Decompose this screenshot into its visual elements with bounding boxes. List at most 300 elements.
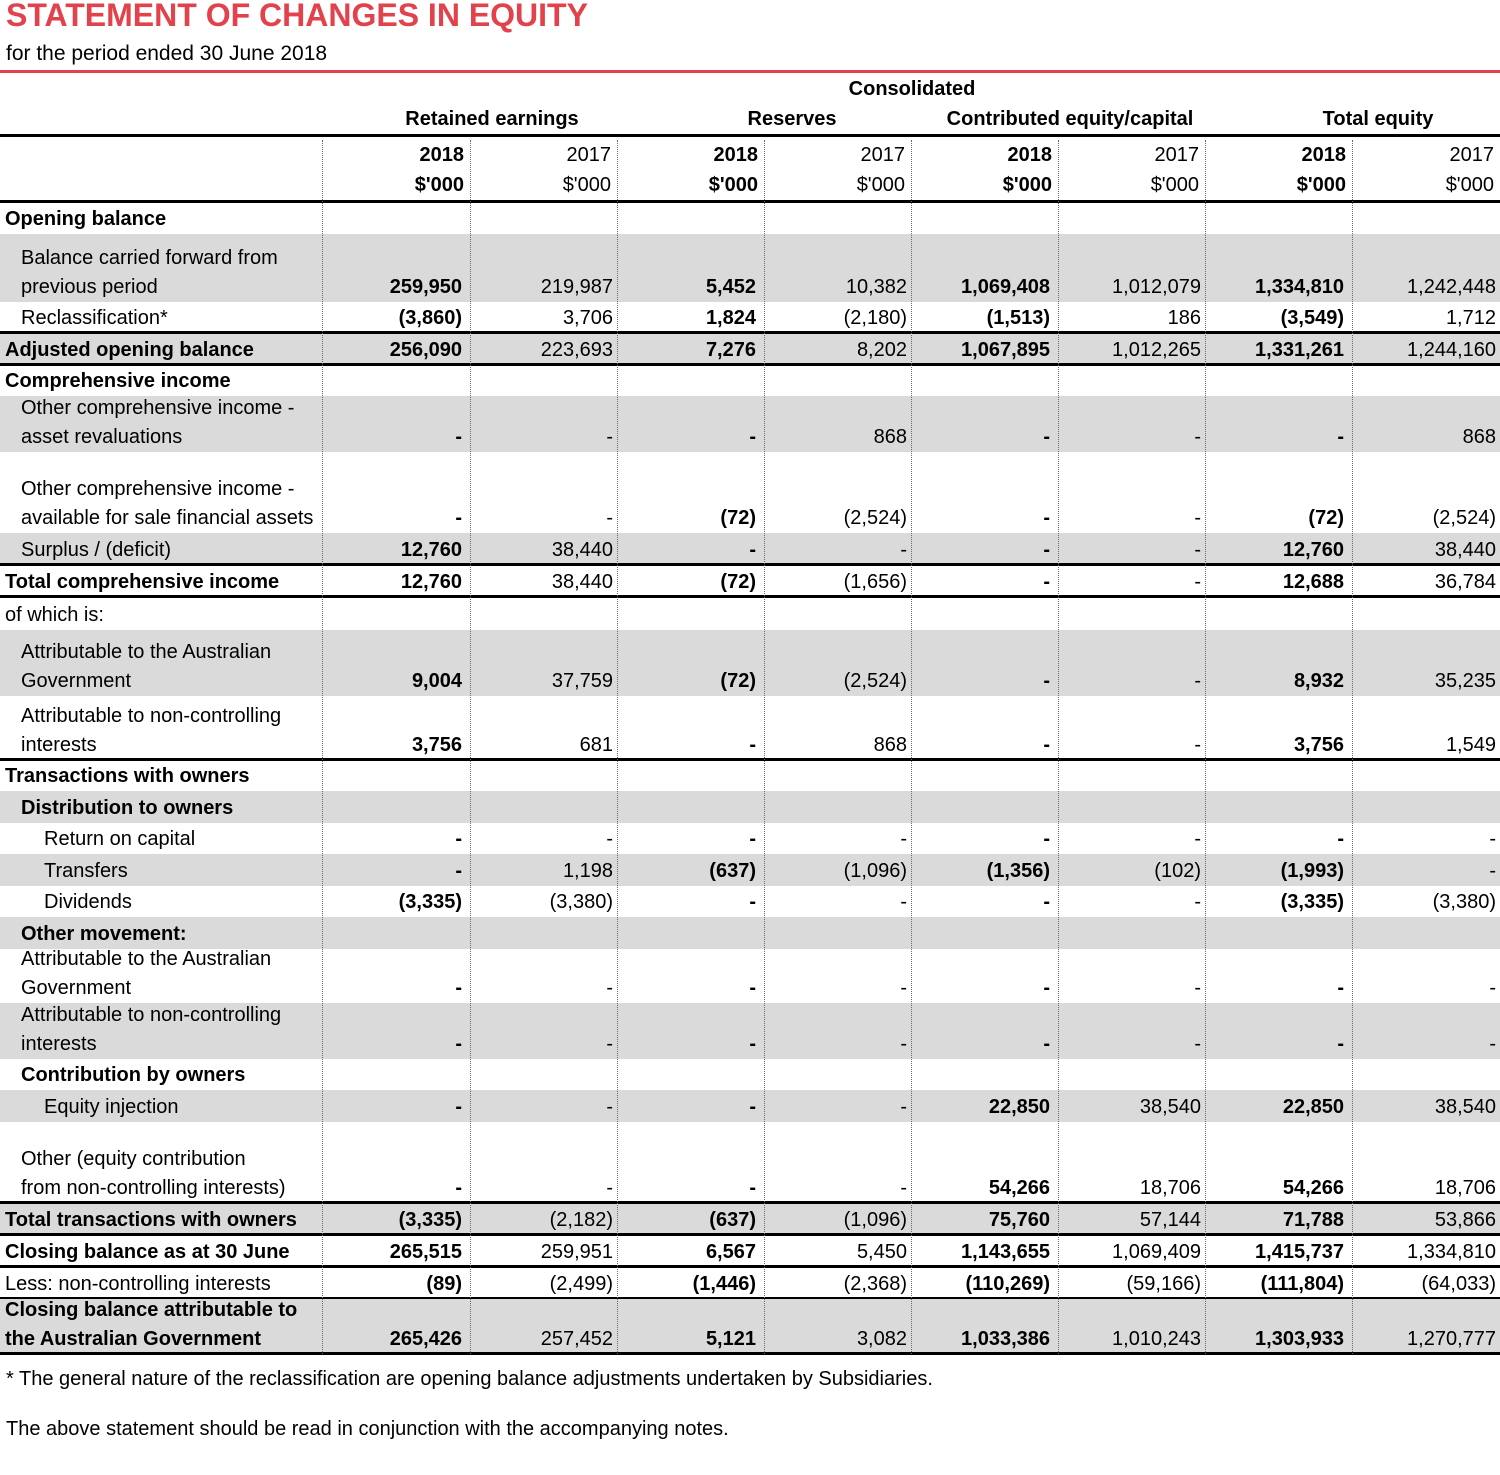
cell-value: - <box>606 1177 613 1199</box>
row-label-line: Government <box>21 670 132 692</box>
cell-value: (2,182) <box>549 1209 613 1231</box>
table-row <box>0 1003 1500 1059</box>
cell-value: - <box>900 891 907 913</box>
row-label-line: Other (equity contribution <box>21 1148 246 1170</box>
row-label-line: Total comprehensive income <box>5 571 280 593</box>
row-label-line: from non-controlling interests) <box>21 1177 286 1199</box>
table-row <box>0 823 1500 854</box>
row-label <box>0 302 322 333</box>
cell-value <box>617 597 764 630</box>
cell-value: - <box>606 828 613 850</box>
cell-value: 8,932 <box>1293 670 1344 692</box>
cell-value: (1,096) <box>843 860 907 882</box>
cell-value: 37,759 <box>551 670 613 692</box>
row-label-line: Transactions with owners <box>5 765 250 787</box>
row-label-line: Attributable to the Australian <box>21 641 272 663</box>
row-label-line: of which is: <box>5 604 104 626</box>
cell-value: 1,069,408 <box>961 276 1050 298</box>
cell-value: 1,303,933 <box>1255 1328 1344 1350</box>
cell-value <box>1352 204 1500 234</box>
row-label-line: Other comprehensive income - <box>21 397 295 419</box>
cell-value: (3,380) <box>549 891 613 913</box>
row-label <box>0 533 322 565</box>
cell-value: 1,244,160 <box>1407 339 1496 361</box>
cell-value: - <box>1489 1033 1496 1055</box>
row-label-line: available for sale financial assets <box>21 507 314 529</box>
cell-value: 259,951 <box>540 1241 613 1263</box>
row-label-line: Adjusted opening balance <box>5 339 254 361</box>
row-label <box>0 234 322 302</box>
cell-value <box>1205 597 1352 630</box>
cell-value: - <box>900 828 907 850</box>
cell-value: - <box>749 539 756 561</box>
row-label-line: Balance carried forward from <box>21 247 278 269</box>
row-label <box>0 1059 322 1090</box>
row-label <box>0 1203 322 1235</box>
table-row <box>0 1203 1500 1235</box>
row-label <box>0 597 322 630</box>
cell-value: - <box>1043 891 1050 913</box>
cell-value: - <box>749 1033 756 1055</box>
cell-value <box>470 597 617 630</box>
cell-value <box>1205 365 1352 396</box>
cell-value <box>1205 791 1352 823</box>
cell-value: 35,235 <box>1434 670 1496 692</box>
table-row <box>0 1235 1500 1267</box>
cell-value: - <box>455 977 462 999</box>
cell-value: - <box>1043 828 1050 850</box>
cell-value: 1,012,265 <box>1112 339 1201 361</box>
row-label-line: Government <box>21 977 132 999</box>
cell-value: - <box>1489 828 1496 850</box>
row-label <box>0 452 322 533</box>
cell-value: 1,334,810 <box>1255 276 1344 298</box>
table-row <box>0 854 1500 886</box>
cell-value: - <box>1043 426 1050 448</box>
row-label-line: Attributable to non-controlling <box>21 705 282 727</box>
cell-value: 868 <box>873 734 907 756</box>
cell-value: 6,567 <box>705 1241 756 1263</box>
column-divider <box>617 140 618 1354</box>
cell-value: - <box>1194 571 1201 593</box>
cell-value: (637) <box>709 1209 756 1231</box>
table-row <box>0 760 1500 791</box>
year-header-row <box>0 140 1500 171</box>
cell-value <box>911 597 1058 630</box>
footnote: * The general nature of the reclassification are opening balance adjustments undertaken by Subsidiaries. <box>6 1368 933 1390</box>
cell-value: 257,452 <box>540 1328 613 1350</box>
cell-value: 1,712 <box>1445 307 1496 329</box>
cell-value <box>764 760 911 791</box>
row-label <box>0 949 322 1003</box>
cell-value: 1,069,409 <box>1112 1241 1201 1263</box>
row-label <box>0 333 322 365</box>
cell-value <box>323 204 470 234</box>
cell-value: 1,824 <box>705 307 756 329</box>
cell-value: - <box>900 539 907 561</box>
column-divider <box>911 140 912 1354</box>
cell-value: (2,499) <box>549 1273 613 1295</box>
row-label-line: Attributable to non-controlling <box>21 1004 282 1026</box>
row-label-line: Surplus / (deficit) <box>21 539 172 561</box>
cell-value: 3,082 <box>856 1328 907 1350</box>
cell-value: (2,524) <box>843 507 907 529</box>
row-label <box>0 365 322 396</box>
table-row <box>0 396 1500 452</box>
cell-value <box>617 365 764 396</box>
cell-value: - <box>455 426 462 448</box>
column-divider <box>1352 140 1353 1354</box>
row-label-line: Contribution by owners <box>21 1064 246 1086</box>
row-label <box>0 1090 322 1122</box>
table-row <box>0 791 1500 823</box>
cell-value: 10,382 <box>845 276 907 298</box>
cell-value: 1,242,448 <box>1407 276 1496 298</box>
cell-value: 1,198 <box>562 860 613 882</box>
unit-header: $'000 <box>1150 174 1199 196</box>
cell-value <box>323 760 470 791</box>
row-label <box>0 823 322 854</box>
row-label-line: Other movement: <box>21 923 187 945</box>
cell-value: (89) <box>426 1273 462 1295</box>
cell-value <box>911 365 1058 396</box>
cell-value <box>911 1059 1058 1090</box>
cell-value: - <box>749 426 756 448</box>
unit-header: $'000 <box>708 174 758 196</box>
year-header: 2018 <box>1007 144 1052 166</box>
row-label-line: Transfers <box>44 860 128 882</box>
cell-value <box>470 365 617 396</box>
row-label-line: Reclassification* <box>21 307 168 329</box>
unit-header: $'000 <box>1296 174 1346 196</box>
cell-value: 1,549 <box>1445 734 1496 756</box>
row-label-line: Comprehensive income <box>5 370 231 392</box>
row-label <box>0 1122 322 1203</box>
cell-value: - <box>1337 828 1344 850</box>
cell-value: - <box>1194 734 1201 756</box>
cell-value: 1,334,810 <box>1407 1241 1496 1263</box>
cell-value <box>764 1059 911 1090</box>
cell-value: 12,760 <box>1282 539 1344 561</box>
cell-value <box>1058 365 1205 396</box>
cell-value <box>617 791 764 823</box>
table-row <box>0 1299 1500 1354</box>
cell-value: 3,756 <box>1293 734 1344 756</box>
cell-value <box>1058 1059 1205 1090</box>
cell-value <box>470 1059 617 1090</box>
year-header: 2018 <box>419 144 464 166</box>
cell-value: - <box>606 977 613 999</box>
row-label-line: previous period <box>21 276 158 298</box>
year-header: 2017 <box>1154 144 1199 166</box>
cell-value: 1,033,386 <box>961 1328 1050 1350</box>
cell-value: - <box>1337 977 1344 999</box>
cell-value: - <box>1194 1033 1201 1055</box>
cell-value: - <box>455 860 462 882</box>
cell-value <box>764 365 911 396</box>
table-row <box>0 1122 1500 1203</box>
cell-value: 38,440 <box>551 539 613 561</box>
cell-value <box>1352 791 1500 823</box>
cell-value: (102) <box>1154 860 1201 882</box>
table-top-rule <box>0 200 1500 203</box>
year-header: 2017 <box>860 144 905 166</box>
cell-value: 5,450 <box>856 1241 907 1263</box>
cell-value: 22,850 <box>988 1096 1050 1118</box>
cell-value: - <box>1337 426 1344 448</box>
cell-value: - <box>1043 571 1050 593</box>
cell-value: 18,706 <box>1139 1177 1201 1199</box>
cell-value: - <box>606 507 613 529</box>
row-label-line: Closing balance as at 30 June <box>5 1241 290 1263</box>
cell-value: (72) <box>720 507 756 529</box>
row-label-line: Return on capital <box>44 828 196 850</box>
row-label <box>0 886 322 917</box>
group-header-total-equity: Total equity <box>1322 108 1434 130</box>
cell-value <box>1352 597 1500 630</box>
cell-value: (59,166) <box>1126 1273 1201 1295</box>
unit-header: $'000 <box>1445 174 1494 196</box>
cell-value <box>1352 760 1500 791</box>
cell-value: (3,335) <box>1280 891 1344 913</box>
cell-value <box>617 1059 764 1090</box>
unit-header: $'000 <box>414 174 464 196</box>
row-label <box>0 1267 322 1299</box>
cell-value: - <box>455 507 462 529</box>
row-label-line: Distribution to owners <box>21 797 234 819</box>
row-rule <box>0 1201 1500 1204</box>
cell-value <box>323 365 470 396</box>
cell-value: - <box>1489 977 1496 999</box>
cell-value: - <box>1194 539 1201 561</box>
column-divider <box>322 140 323 1354</box>
cell-value: - <box>1194 426 1201 448</box>
row-label <box>0 396 322 452</box>
cell-value: 1,012,079 <box>1112 276 1201 298</box>
cell-value: - <box>1194 507 1201 529</box>
cell-value: - <box>1337 1033 1344 1055</box>
cell-value: 7,276 <box>705 339 756 361</box>
cell-value <box>764 204 911 234</box>
cell-value: - <box>1194 977 1201 999</box>
cell-value: (2,180) <box>843 307 907 329</box>
cell-value <box>1058 760 1205 791</box>
page-subtitle: for the period ended 30 June 2018 <box>6 42 328 65</box>
cell-value <box>323 917 470 949</box>
cell-value: 54,266 <box>988 1177 1050 1199</box>
cell-value: (72) <box>720 670 756 692</box>
cell-value: 53,866 <box>1434 1209 1496 1231</box>
cell-value: (1,356) <box>986 860 1050 882</box>
cell-value <box>911 204 1058 234</box>
cell-value: 256,090 <box>389 339 462 361</box>
cell-value <box>764 597 911 630</box>
cell-value: - <box>900 1096 907 1118</box>
cell-value <box>1058 597 1205 630</box>
cell-value: - <box>749 828 756 850</box>
table-row <box>0 597 1500 630</box>
cell-value: 223,693 <box>540 339 613 361</box>
cell-value: 1,010,243 <box>1112 1328 1201 1350</box>
row-label-line: Dividends <box>44 891 132 913</box>
cell-value <box>1352 365 1500 396</box>
cell-value: 12,760 <box>400 571 462 593</box>
cell-value: - <box>900 977 907 999</box>
statement-note: The above statement should be read in conjunction with the accompanying notes. <box>6 1418 729 1440</box>
row-label-line: Equity injection <box>44 1096 179 1118</box>
row-label <box>0 696 322 760</box>
cell-value <box>323 791 470 823</box>
row-label <box>0 204 322 234</box>
table-row <box>0 365 1500 396</box>
row-label-line: Total transactions with owners <box>5 1209 297 1231</box>
row-label-line: Attributable to the Australian <box>21 948 272 970</box>
cell-value: - <box>1043 507 1050 529</box>
row-label <box>0 854 322 886</box>
cell-value: (3,380) <box>1432 891 1496 913</box>
row-rule <box>0 1352 1500 1355</box>
cell-value: - <box>1489 860 1496 882</box>
cell-value: - <box>455 828 462 850</box>
row-label <box>0 1003 322 1059</box>
cell-value: (3,549) <box>1280 307 1344 329</box>
row-label-line: interests <box>21 734 97 756</box>
row-label <box>0 760 322 791</box>
year-header: 2017 <box>566 144 611 166</box>
table-row <box>0 302 1500 333</box>
cell-value <box>1205 760 1352 791</box>
cell-value <box>470 791 617 823</box>
cell-value: 12,760 <box>400 539 462 561</box>
cell-value: (72) <box>1308 507 1344 529</box>
cell-value: - <box>1194 670 1201 692</box>
table-row <box>0 1059 1500 1090</box>
row-label <box>0 791 322 823</box>
cell-value: 5,121 <box>705 1328 756 1350</box>
cell-value: 54,266 <box>1282 1177 1344 1199</box>
cell-value: - <box>749 1096 756 1118</box>
table-row <box>0 886 1500 917</box>
column-divider <box>1058 140 1059 1354</box>
consolidated-header: Consolidated <box>848 78 976 100</box>
cell-value: - <box>606 1096 613 1118</box>
cell-value <box>470 204 617 234</box>
cell-value: (1,096) <box>843 1209 907 1231</box>
cell-value: 265,426 <box>389 1328 462 1350</box>
cell-value <box>617 760 764 791</box>
cell-value <box>911 760 1058 791</box>
table-row <box>0 1090 1500 1122</box>
cell-value: (64,033) <box>1421 1273 1496 1295</box>
cell-value: 36,784 <box>1434 571 1496 593</box>
cell-value: - <box>1194 891 1201 913</box>
row-label-line: Closing balance attributable to <box>5 1299 298 1321</box>
cell-value <box>1205 1059 1352 1090</box>
cell-value: 265,515 <box>389 1241 462 1263</box>
cell-value: 38,540 <box>1139 1096 1201 1118</box>
row-rule <box>0 563 1500 566</box>
cell-value <box>470 760 617 791</box>
cell-value: 1,331,261 <box>1255 339 1344 361</box>
cell-value: - <box>749 891 756 913</box>
row-label <box>0 630 322 696</box>
row-rule <box>0 331 1500 334</box>
column-divider <box>470 140 471 1354</box>
year-header: 2018 <box>713 144 758 166</box>
cell-value: 1,270,777 <box>1407 1328 1496 1350</box>
cell-value: (2,368) <box>843 1273 907 1295</box>
cell-value: - <box>749 977 756 999</box>
year-header: 2018 <box>1301 144 1346 166</box>
cell-value: 38,440 <box>1434 539 1496 561</box>
cell-value: (3,860) <box>398 307 462 329</box>
row-label-line: asset revaluations <box>21 426 183 448</box>
cell-value: 75,760 <box>988 1209 1050 1231</box>
table-row <box>0 630 1500 696</box>
cell-value: 868 <box>873 426 907 448</box>
cell-value: (637) <box>709 860 756 882</box>
table-row <box>0 696 1500 760</box>
cell-value: - <box>455 1177 462 1199</box>
cell-value: (72) <box>720 571 756 593</box>
cell-value: 38,440 <box>551 571 613 593</box>
cell-value: - <box>900 1033 907 1055</box>
table-row <box>0 949 1500 1003</box>
cell-value: 219,987 <box>540 276 613 298</box>
cell-value: - <box>606 1033 613 1055</box>
cell-value: 3,706 <box>562 307 613 329</box>
cell-value: - <box>900 1177 907 1199</box>
row-label <box>0 565 322 597</box>
unit-header: $'000 <box>856 174 905 196</box>
header-rule <box>0 134 1500 137</box>
group-header-retained-earnings: Retained earnings <box>405 108 579 130</box>
cell-value <box>1205 917 1352 949</box>
cell-value <box>1058 917 1205 949</box>
cell-value: 259,950 <box>389 276 462 298</box>
cell-value <box>764 917 911 949</box>
cell-value: 186 <box>1167 307 1201 329</box>
cell-value: (2,524) <box>1432 507 1496 529</box>
cell-value: - <box>1043 734 1050 756</box>
table-row <box>0 452 1500 533</box>
cell-value: 9,004 <box>411 670 462 692</box>
row-label-line: Less: non-controlling interests <box>5 1273 271 1295</box>
cell-value <box>323 597 470 630</box>
group-header-reserves: Reserves <box>747 108 837 130</box>
cell-value: (3,335) <box>398 1209 462 1231</box>
table-row <box>0 204 1500 234</box>
cell-value <box>911 917 1058 949</box>
cell-value <box>764 791 911 823</box>
cell-value: - <box>606 426 613 448</box>
cell-value: - <box>749 1177 756 1199</box>
row-label-line: the Australian Government <box>5 1328 261 1350</box>
cell-value <box>470 917 617 949</box>
cell-value: (1,446) <box>692 1273 756 1295</box>
cell-value: (1,513) <box>986 307 1050 329</box>
cell-value: 1,143,655 <box>961 1241 1050 1263</box>
cell-value <box>1352 1059 1500 1090</box>
cell-value <box>617 204 764 234</box>
cell-value: 1,415,737 <box>1255 1241 1344 1263</box>
table-row <box>0 565 1500 597</box>
table-row <box>0 1267 1500 1299</box>
table-row <box>0 234 1500 302</box>
group-header-contributed-equity: Contributed equity/capital <box>946 108 1194 130</box>
cell-value: 38,540 <box>1434 1096 1496 1118</box>
cell-value: - <box>749 734 756 756</box>
